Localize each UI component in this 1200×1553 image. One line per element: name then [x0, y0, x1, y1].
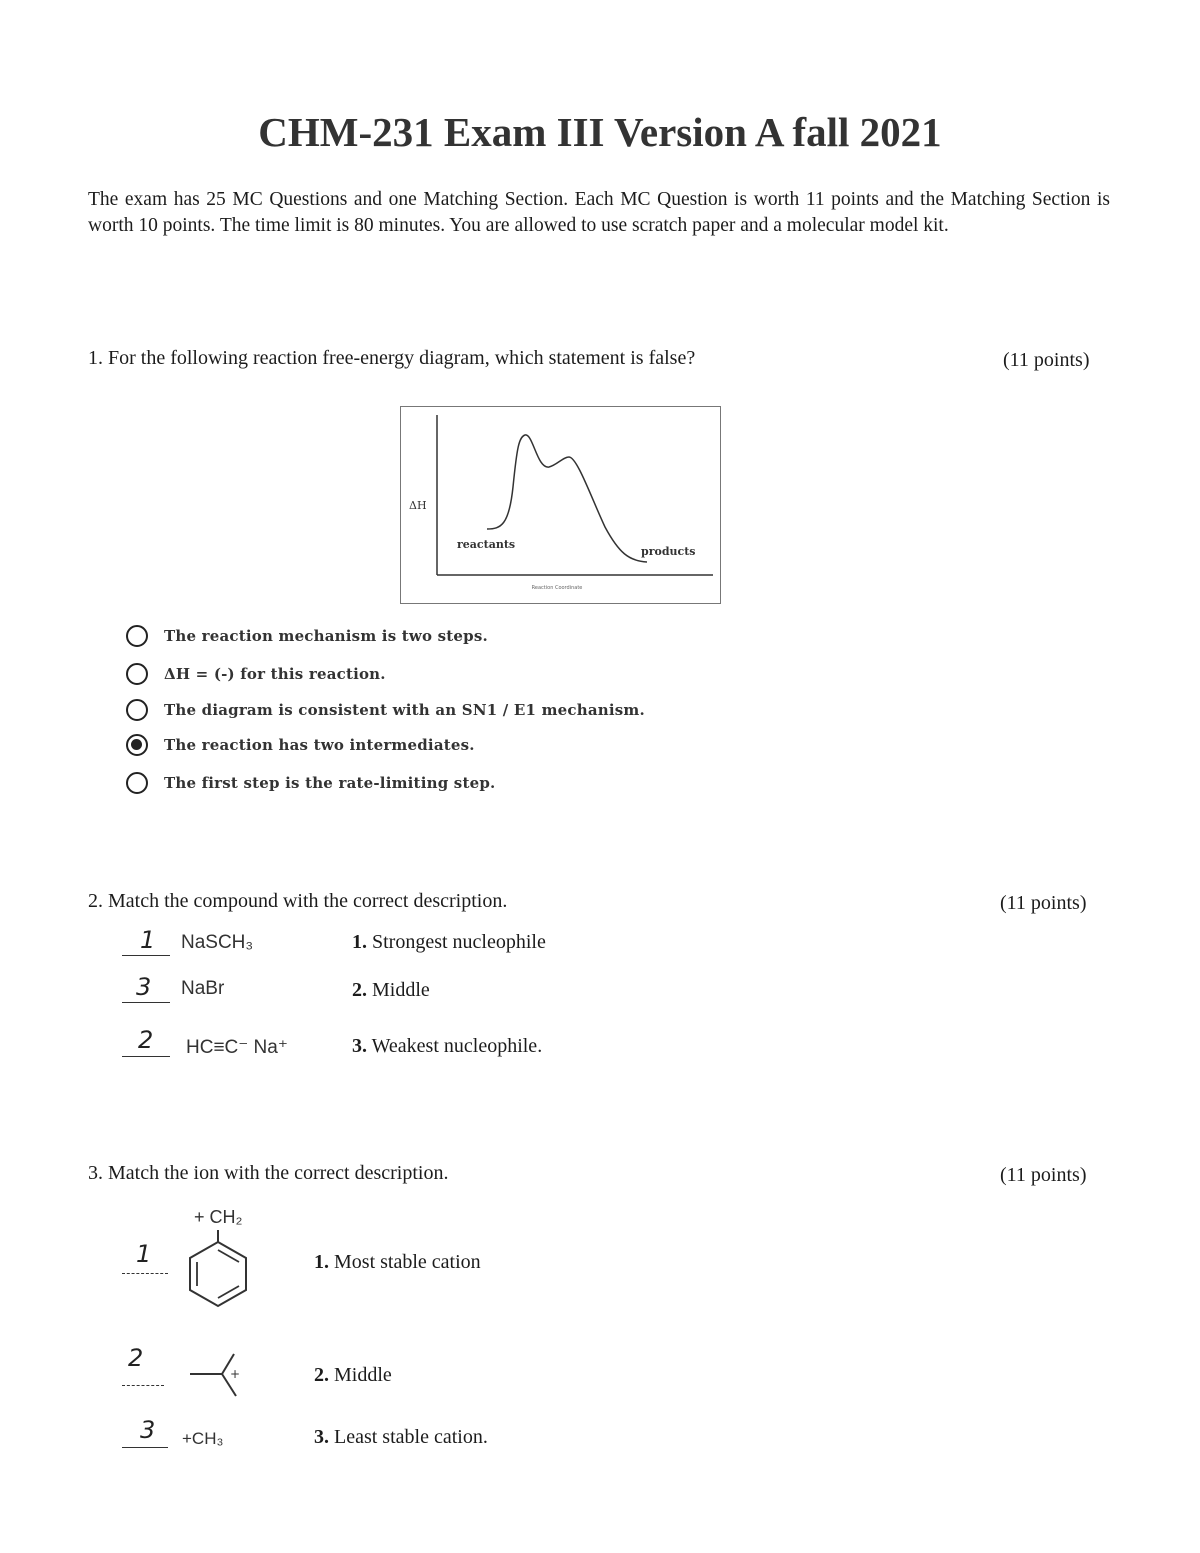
- handwritten-answer: 2: [138, 1026, 154, 1054]
- description-text: Middle: [334, 1364, 392, 1386]
- free-energy-diagram: [400, 406, 721, 604]
- answer-blank-q3-3[interactable]: [122, 1447, 168, 1448]
- tert-butyl-cation-structure: [186, 1340, 250, 1400]
- description-text: Weakest nucleophile.: [371, 1035, 543, 1057]
- answer-blank-q2-3[interactable]: [122, 1056, 170, 1057]
- answer-blank-q3-1[interactable]: [122, 1273, 168, 1274]
- description-item: [314, 1426, 488, 1449]
- description-item: [352, 931, 546, 954]
- option-label: The first step is the rate-limiting step.: [164, 774, 496, 792]
- free-energy-curve-svg: [401, 407, 722, 605]
- option-label: The reaction has two intermediates.: [164, 736, 475, 754]
- option-label: The reaction mechanism is two steps.: [164, 627, 488, 645]
- handwritten-answer: 2: [128, 1344, 144, 1372]
- description-text: Strongest nucleophile: [372, 931, 546, 953]
- question-3-text: 3. Match the ion with the correct description.: [88, 1162, 449, 1184]
- q1-option-a[interactable]: [126, 621, 488, 651]
- handwritten-answer: 1: [140, 926, 156, 954]
- radio-button[interactable]: [126, 772, 148, 794]
- description-text: Most stable cation: [334, 1251, 481, 1273]
- q1-option-e[interactable]: [126, 768, 495, 798]
- question-2-points: (11 points): [1000, 892, 1087, 914]
- q1-option-d[interactable]: [126, 730, 475, 760]
- q1-option-b[interactable]: [126, 659, 386, 689]
- handwritten-answer: 3: [140, 1416, 156, 1444]
- description-number: 1.: [314, 1251, 329, 1273]
- methyl-cation-label: +CH₃: [182, 1429, 224, 1448]
- handwritten-answer: 3: [136, 973, 152, 1001]
- description-item: [352, 979, 430, 1002]
- option-label: ΔH = (-) for this reaction.: [164, 665, 386, 683]
- radio-button[interactable]: [126, 699, 148, 721]
- description-number: 3.: [314, 1426, 329, 1448]
- products-label: products: [641, 545, 696, 558]
- description-number: 2.: [352, 979, 367, 1001]
- description-text: Least stable cation.: [334, 1426, 488, 1448]
- radio-button[interactable]: [126, 625, 148, 647]
- answer-blank-q2-1[interactable]: [122, 955, 170, 956]
- benzyl-cation-structure: [182, 1228, 254, 1312]
- answer-blank-q2-2[interactable]: [122, 1002, 170, 1003]
- positive-charge: +: [230, 1367, 241, 1381]
- reactants-label: reactants: [457, 538, 516, 551]
- question-3-points: (11 points): [1000, 1164, 1087, 1186]
- description-item: [314, 1251, 481, 1274]
- x-axis-label: Reaction Coordinate: [531, 585, 583, 591]
- radio-button-selected[interactable]: [126, 734, 148, 756]
- description-number: 2.: [314, 1364, 329, 1386]
- benzyl-cation-label: + CH₂: [194, 1207, 243, 1227]
- description-number: 1.: [352, 931, 367, 953]
- question-1-points: (11 points): [1003, 349, 1090, 371]
- handwritten-answer: 1: [136, 1240, 152, 1268]
- question-2-text: 2. Match the compound with the correct description.: [88, 890, 508, 912]
- compound-label: NaBr: [181, 978, 225, 999]
- answer-blank-q3-2[interactable]: [122, 1385, 164, 1386]
- exam-title: CHM-231 Exam III Version A fall 2021: [258, 109, 942, 155]
- description-item: [314, 1364, 392, 1387]
- radio-button[interactable]: [126, 663, 148, 685]
- description-text: Middle: [372, 979, 430, 1001]
- exam-instructions: The exam has 25 MC Questions and one Matching Section. Each MC Question is worth 11 points and the Matching Section is worth 10 points. The time limit is 80 minutes. You are allowed to use scratch paper and a molecular model kit.: [88, 189, 1110, 236]
- y-axis-label: ΔH: [409, 499, 427, 512]
- q1-option-c[interactable]: [126, 695, 645, 725]
- benzene-ring: [190, 1242, 246, 1306]
- description-number: 3.: [352, 1035, 367, 1057]
- question-1-text: 1. For the following reaction free-energy diagram, which statement is false?: [88, 347, 696, 369]
- option-label: The diagram is consistent with an SN1 / E1 mechanism.: [164, 701, 645, 719]
- compound-label: HC≡C⁻ Na⁺: [186, 1037, 288, 1058]
- compound-label: NaSCH₃: [181, 932, 254, 953]
- description-item: [352, 1035, 542, 1058]
